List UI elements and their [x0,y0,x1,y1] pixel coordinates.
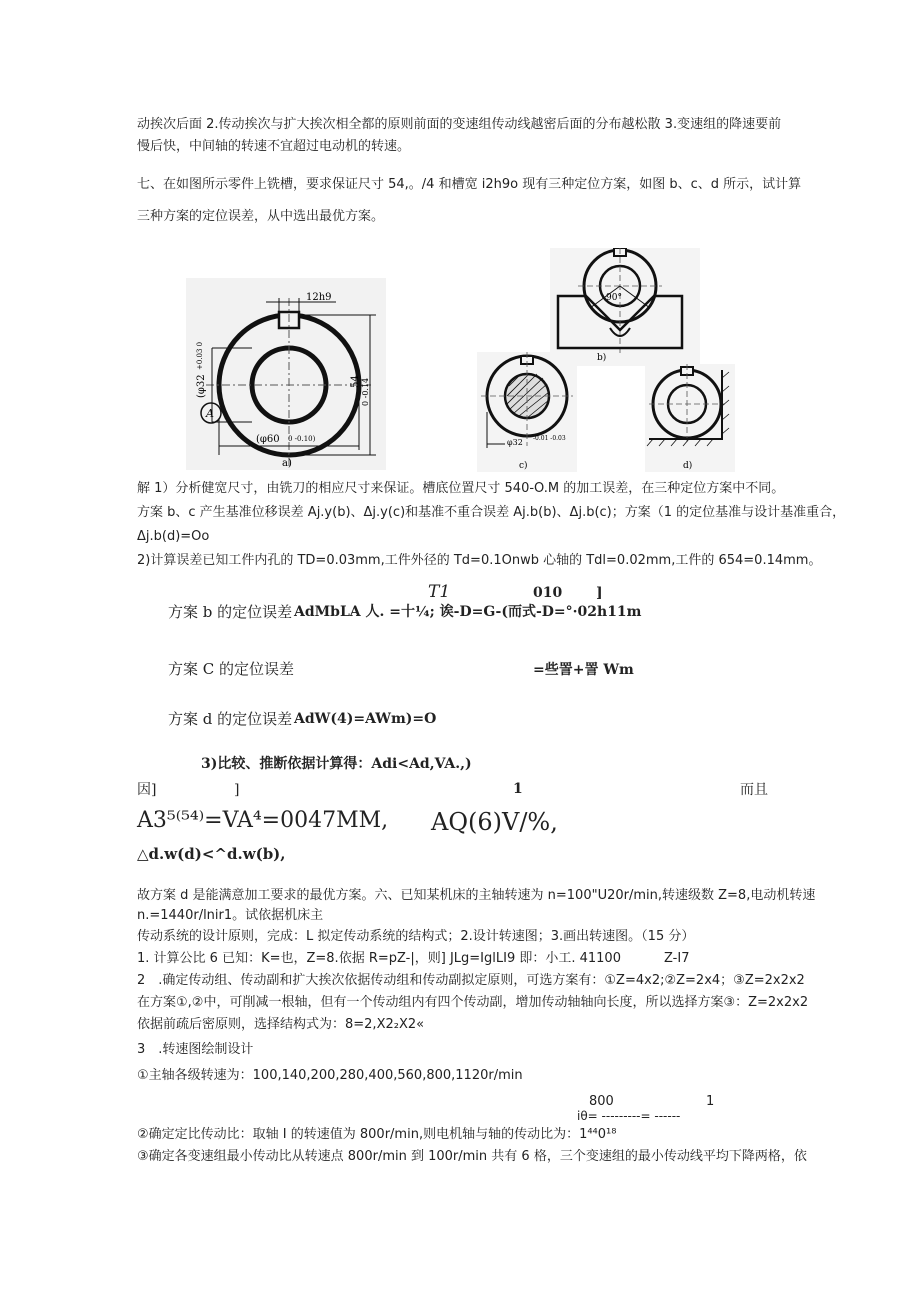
formula-delta: △d.w(d)<^d.w(b), [137,845,286,863]
figure-d [645,364,735,472]
figure-c [477,352,577,472]
calc-line: 3 .转速图绘制设计 [137,1042,254,1057]
calc-line: 依据前疏后密原则，选择结构式为：8=2,X2₂X2« [137,1017,425,1032]
mandrel-tolerance: -0.01 -0.03 [533,435,566,442]
because-numeral: 1 [513,781,523,797]
fraction-numerator-010: 010 [533,585,563,601]
plan-c-label: 方案 C 的定位误差 [168,660,295,678]
figure-b-label: b) [597,353,607,363]
mandrel-dimension: φ32 [507,438,523,447]
figure-b [550,248,700,366]
calc-z-value: Z-I7 [664,951,690,966]
plan-b-formula: AdMbLA 人. =十¼; 诶-D=G-(而式-D=°·02h11m [294,604,642,620]
calc-line: ①主轴各级转速为：100,140,200,280,400,560,800,1120r/min [137,1068,523,1083]
solution-line: 方案 b、c 产生基准位移误差 Aj.y(b)、Δj.y(c)和基准不重合误差 Aj.b(b)、Δj.b(c)；方案（1 的定位基准与设计基准重合， [137,505,846,520]
fraction-numerator-1: 1 [706,1094,715,1109]
figure-a-label: a) [282,458,292,469]
formula-a: A3⁵⁽⁵⁴⁾=VA⁴=0047MM, [137,808,389,833]
slot-width-label: 12h9 [306,292,332,303]
question-7-line: 三种方案的定位误差，从中选出最优方案。 [137,209,385,224]
paragraph-line: 慢后快，中间轴的转速不宜超过电动机的转速。 [137,139,411,154]
paragraph-line: 动挨次后面 2.传动挨次与扩大挨次相全都的原则前面的变速组传动线越密后面的分布越松散 3.变速组的降速要前 [137,117,782,132]
bore-tolerance: +0.03 0 [196,341,204,370]
fraction-bracket: ] [596,585,603,601]
v-block-angle-label: 90° [606,293,622,303]
moreover-label: 而且 [740,782,768,798]
conclusion-line: n.=1440r/lnir1。试依据机床主 [137,908,324,923]
solution-line: Δj.b(d)=Oo [137,529,210,544]
calc-line: 1. 计算公比 6 已知：K=也，Z=8.依据 R=pZ-|，则] JLg=IglLI9 即：小工. 41100 [137,951,621,966]
calc-line: 2 .确定传动组、传动副和扩大挨次依据传动组和传动副拟定原则，可选方案有：①Z=4x2;②Z=2x4；③Z=2x2x2 [137,973,805,988]
solution-line: 解 1）分析健宽尺寸，由铣刀的相应尺寸来保证。槽底位置尺寸 540-O.M 的加工误差，在三种定位方案中不同。 [137,481,785,496]
plan-c-formula: =些詈+詈 Wm [533,662,634,678]
conclusion-line: 故方案 d 是能满意加工要求的最优方案。六、已知某机床的主轴转速为 n=100"U20r/min,转速级数 Z=8,电动机转速 [137,888,816,903]
outer-dimension: (φ60 [256,434,280,445]
outer-tolerance: 0 -0.10) [288,435,316,443]
calc-line: ②确定定比传动比：取轴 I 的转速值为 800r/min,则电机轴与轴的传动比为：1⁴⁴0¹⁸ [137,1127,617,1142]
solution-line: 2)计算误差已知工件内孔的 TD=0.03mm,工件外径的 Td=0.1Onwb 心轴的 Tdl=0.02mm,工件的 654=0.14mm。 [137,553,822,568]
formula-aq: AQ(6)V/%, [431,808,558,836]
question-6-line: 传动系统的设计原则，完成：L 拟定传动系统的结构式；2.设计转速图；3.画出转速图。（15 分） [137,929,695,944]
calc-line: 在方案①,②中，可削减一根轴，但有一个传动组内有四个传动副，增加传动轴轴向长度，所以选择方案③：Z=2x2x2 [137,995,809,1010]
plan-d-formula: AdW(4)=AWm)=O [294,711,437,727]
fraction-line: iθ= ---------= ------ [577,1109,681,1123]
bore-dimension: (φ32 [196,374,207,398]
calc-line: ③确定各变速组最小传动比从转速点 800r/min 到 100r/min 共有 6 格，三个变速组的最小传动线平均下降两格，依 [137,1149,807,1164]
figure-d-label: d) [683,461,693,471]
because-label: 因] [137,782,157,798]
step-3-line: 3)比较、推断依据计算得：Adi<Ad,VA.,) [201,756,472,772]
plan-b-label: 方案 b 的定位误差 [168,603,293,621]
figure-a [186,278,386,470]
fraction-numerator-t1: T1 [428,582,451,602]
figure-c-label: c) [519,461,528,471]
slot-depth-tolerance: 0 -0.14 [361,377,370,406]
datum-a-label: A [206,407,214,420]
because-bracket: ] [234,782,240,798]
slot-depth-dimension: 54 [350,375,361,388]
question-7-line: 七、在如图所示零件上铣槽，要求保证尺寸 54,。/4 和槽宽 i2h9o 现有三种定位方案，如图 b、c、d 所示，试计算 [137,177,802,192]
plan-d-label: 方案 d 的定位误差 [168,710,293,728]
fraction-numerator-800: 800 [589,1094,614,1109]
